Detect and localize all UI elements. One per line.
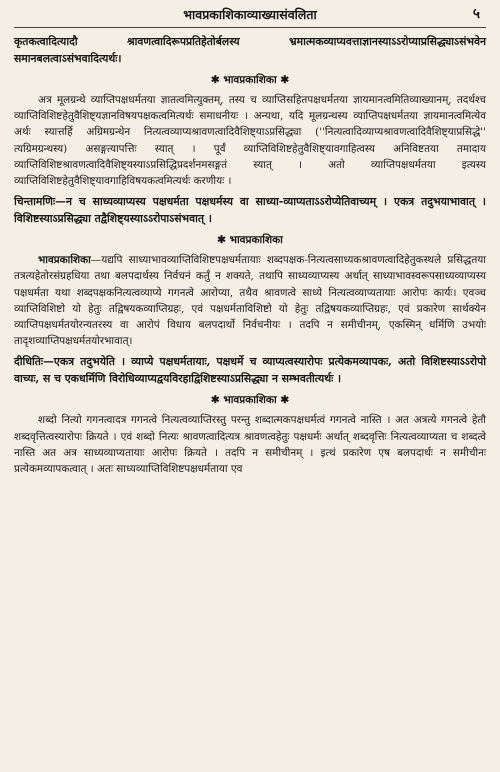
section-heading-3 (14, 393, 486, 407)
star-ornament-icon: ✱ (210, 394, 220, 407)
page-body (14, 33, 486, 477)
commentary-text: —यद्यपि साध्याभावव्याप्तिविशिष्टपक्षधर्मतायाः शब्दपक्षक-नित्यत्वसाध्यकश्रावणत्वादिहेतुकस्थले प्रसिद्धतया तत्रत्यहेतोरसंग्रहधिया तथा बलपदार्थस्य निर्वचनं कर्तुं न शक्यते, तथापि साध्यव्याप्यस्य अर्थात् साध्याभावस्वरूपसाध्यव्याप्यस्य पक्षधर्मता यथा शब्दपक्षकनित्यत्वव्याप्ये गगनत्वे आरोप्या, तथैव श्रावणत्वे साध्ये नित्यत्वव्याप्यतायाः आरोपः कार्यः। एवञ्च व्याप्तिविशिष्टो यो हेतुः तद्विषयकव्याप्तिग्रहः, एवं पक्षधर्मताविशिष्टो यो हेतुः तद्विषयकव्याप्तिग्रहः, एवं प्रकारेण सार्थक्येन व्याप्तिपक्षधर्मतयोरन्यतरस्य वा आरोपं विधाय बलपदार्थो निर्वचनीयः । तदपि न समीचीनम्, एकस्मिन् धर्मिणि उभयोः तादृशव्याप्तिपक्षधर्मतयोरभावात्। (14, 254, 486, 348)
page-number: ५ (472, 6, 480, 22)
chintamani-paragraph (14, 193, 486, 227)
section-heading-text: भावप्रकाशिका (223, 394, 277, 407)
running-header (14, 0, 486, 26)
commentary-paragraph-3: शब्दो नित्यो गगनत्वादत्र गगनत्वे नित्यत्वव्याप्तिरस्तु परन्तु शब्दात्मकपक्षधर्मत्वं गगनत्वे नास्ति । अत अत्रत्ये गगनत्वे हेतौ शब्दवृत्तित्वस्यारोपः क्रियते । एवं शब्दो नित्यः श्रावणत्वादित्यत्र श्रावणत्वहेतुः पक्षधर्मः अर्थात् शब्दवृत्तिः नित्यत्वव्याप्यता च शब्दत्वे नास्ति अत अत्र साध्यव्याप्यतायाः आरोपः क्रियते । तदपि न समीचीनम् । इत्थं प्रकारेण एष बलपदार्थः न समीचीनः प्रत्येकमव्यापकत्वात् । अतः साध्यव्याप्तिविशिष्टपक्षधर्मताया एव (14, 414, 486, 476)
section-heading-1 (14, 73, 486, 87)
didhiti-text: —एकत्र तदुभयेति । व्याप्ये पक्षधर्मतायाः, पक्षधर्मे च व्याप्यत्वस्यारोपः प्रत्येकमव्यापकः, अतो विशिष्टस्याऽऽरोपो वाच्यः, स च एकधर्मिणि विरोधिव्याप्यद्वयविरहाद्विशिष्टस्याऽप्रसिद्ध्या न सम्भवतीत्यर्थः । (14, 355, 486, 386)
commentary-label: भावप्रकाशिका (38, 254, 91, 267)
star-ornament-icon: ✱ (217, 234, 226, 247)
chintamani-text: —न च साध्यव्याप्यस्य पक्षधर्मता पक्षधर्मस्य वा साध्या-व्याप्यताऽऽरोप्येतिवाच्यम् । एकत्र तदुभयाभावात् । विशिष्टस्याऽप्रसिद्ध्या तद्वैशिष्ट्यस्याऽऽरोपाऽसंभवात् । (14, 195, 486, 226)
commentary-paragraph-2 (14, 252, 486, 349)
header-rule (14, 27, 486, 28)
star-ornament-icon: ✱ (280, 394, 290, 407)
star-ornament-icon: ✱ (210, 74, 220, 86)
mula-text-continuation: कृतकत्वादित्यादौ श्रावणत्वादिरूपप्रतिहेतोर्बलस्य भ्रमात्मकव्याप्यवत्ताज्ञानस्याऽऽरोप्याप्रसिद्ध्याऽसंभवेन समानबलत्वाऽसंभवादित्यर्थः। (14, 35, 486, 65)
chintamani-label: चिन्तामणिः (14, 195, 56, 209)
header-title: भावप्रकाशिकाव्याख्यासंवलिता (183, 7, 317, 22)
section-heading-text: भावप्रकाशिका (223, 74, 277, 86)
didhiti-label: दीधितिः (14, 355, 44, 369)
didhiti-paragraph (14, 353, 486, 387)
section-heading-text: भावप्रकाशिका (229, 234, 283, 247)
section-heading-2 (14, 233, 486, 247)
star-ornament-icon: ✱ (280, 74, 290, 86)
commentary-paragraph-1: अत्र मूलग्रन्थे व्याप्तिपक्षधर्मतया ज्ञातत्वमित्युक्तम्, तस्य च व्याप्तिसहितपक्षधर्मतया ज्ञायमानत्वमितिव्याख्यानम्, तदर्थश्च व्याप्तिविशिष्टहेतुवैशिष्ट्यज्ञानविषयपक्षकत्वमित्यर्थः समाधनीयः । अन्यथा, यदि मूलग्रन्थस्य व्याप्तिपक्षधर्मतया ज्ञायमानत्वमित्येव अर्थः स्यात्तर्हि अग्रिमग्रन्थेन नित्यत्वव्याप्यश्रावणत्वादिवैशिष्ट्याऽप्रसिद्ध्या (''नित्यत्वादिव्याप्यश्रावणत्वादिवैशिष्ट्याप्रसिद्धे'' त्यग्रिमग्रन्थस्य) असङ्गत्यापत्तिः स्यात् । पूर्वं व्याप्तिविशिष्टहेतुवैशिष्ट्यावगाहित्वस्य अनिविष्टतया तमादाय व्याप्तिविशिष्टश्रावणत्वादिवैशिष्ट्यस्याऽप्रसिद्धिप्रदर्शनमसङ्गतं स्यात् । अतो व्याप्तिपक्षधर्मतया इत्यस्य व्याप्तिविशिष्टहेतुवैशिष्ट्यावगाहिविषयकत्वमित्यर्थः करणीयः । (14, 94, 486, 188)
